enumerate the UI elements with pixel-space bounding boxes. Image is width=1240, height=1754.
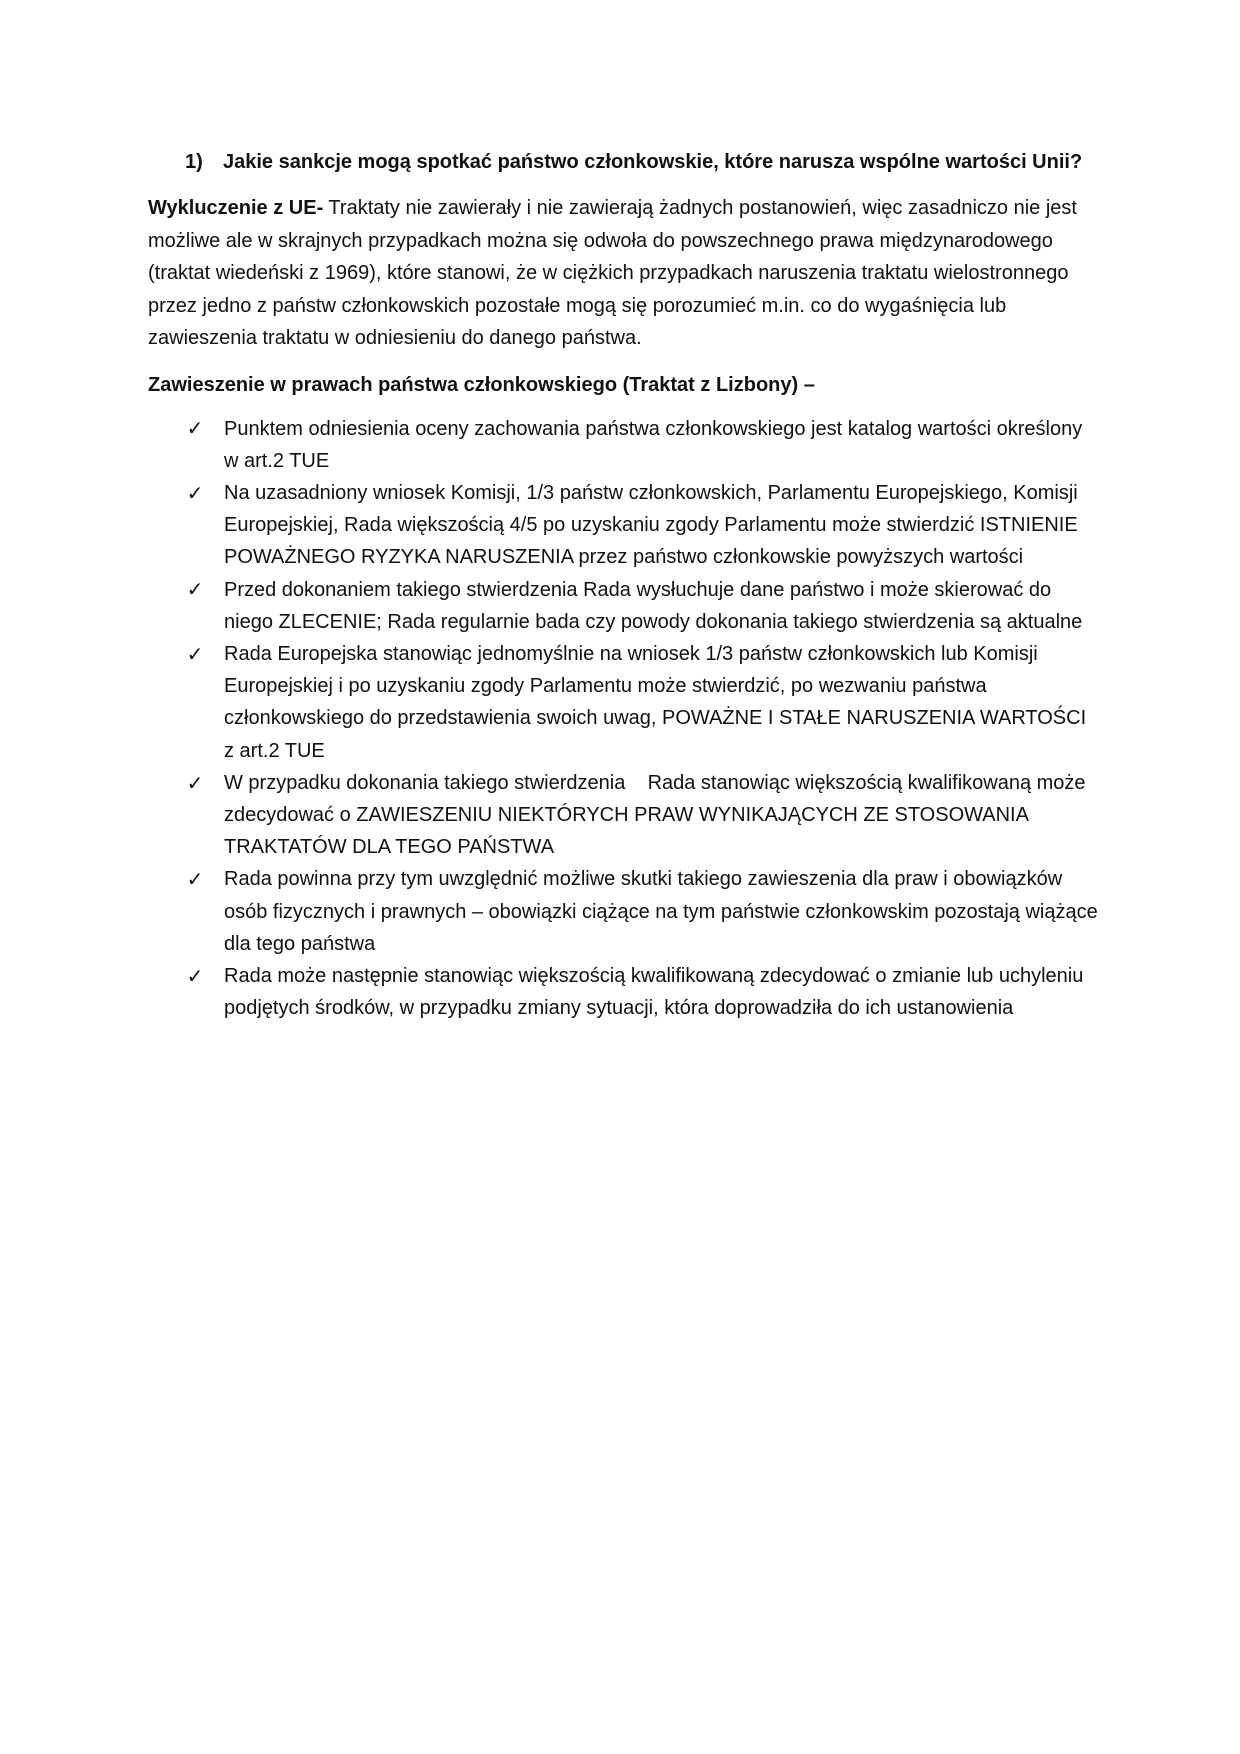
list-item-text: Przed dokonaniem takiego stwierdzenia Rada wysłuchuje dane państwo i może skierować do niego ZLECENIE; Rada regularnie bada czy powody dokonania takiego stwierdzenia są aktualne xyxy=(224,578,1083,633)
checklist xyxy=(148,413,1098,1025)
list-item xyxy=(148,477,1098,574)
list-item-text: Rada Europejska stanowiąc jednomyślnie na wniosek 1/3 państw członkowskich lub Komisji Europejskiej i po uzyskaniu zgody Parlamentu może stwierdzić, po wezwaniu państwa członkowskiego do przedstawienia swoich uwag, POWAŻNE I STAŁE NARUSZENIA WARTOŚCI z art.2 TUE xyxy=(224,642,1087,762)
paragraph-text: Traktaty nie zawierały i nie zawierają żadnych postanowień, więc zasadniczo nie jest możliwe ale w skrajnych przypadkach można się odwoła do powszechnego prawa międzynarodowego (traktat wiedeński z 1969), które stanowi, że w ciężkich przypadkach naruszenia traktatu wielostronnego przez jedno z państw członkowskich pozostałe mogą się porozumieć m.in. co do wygaśnięcia lub zawieszenia traktatu w odniesieniu do danego państwa. xyxy=(148,197,1077,349)
list-item xyxy=(148,863,1098,960)
question-number: 1) xyxy=(185,151,203,173)
list-item-text: Rada powinna przy tym uwzględnić możliwe skutki takiego zawieszenia dla praw i obowiązków osób fizycznych i prawnych – obowiązki ciążące na tym państwie członkowskim pozostają wiążące dla tego państwa xyxy=(224,868,1098,955)
list-item xyxy=(148,767,1098,864)
document-body xyxy=(148,146,1098,1024)
checkmark-icon: ✓ xyxy=(186,641,204,666)
paragraph-lead: Wykluczenie z UE- xyxy=(148,197,324,219)
list-item-text: Punktem odniesienia oceny zachowania państwa członkowskiego jest katalog wartości określony w art.2 TUE xyxy=(224,417,1083,472)
list-item-text: W przypadku dokonania takiego stwierdzenia Rada stanowiąc większością kwalifikowaną może zdecydować o ZAWIESZENIU NIEKTÓRYCH PRAW WYNIKAJĄCYCH ZE STOSOWANIA TRAKTATÓW DLA TEGO PAŃSTWA xyxy=(224,771,1092,859)
list-item xyxy=(148,638,1098,767)
paragraph-exclusion xyxy=(148,192,1098,355)
question-heading xyxy=(185,146,1098,178)
list-item xyxy=(148,960,1098,1024)
list-item-text: Na uzasadniony wniosek Komisji, 1/3 państw członkowskich, Parlamentu Europejskiego, Komisji Europejskiej, Rada większością 4/5 po uzyskaniu zgody Parlamentu może stwierdzić ISTNIENIE POWAŻNEGO RYZYKA NARUSZENIA przez państwo członkowskie powyższych wartości xyxy=(224,481,1078,569)
checkmark-icon: ✓ xyxy=(186,480,204,505)
checkmark-icon: ✓ xyxy=(186,770,204,795)
checkmark-icon: ✓ xyxy=(186,867,204,892)
checkmark-icon: ✓ xyxy=(186,963,204,988)
checkmark-icon: ✓ xyxy=(186,577,204,602)
checkmark-icon: ✓ xyxy=(186,416,204,441)
list-item-text: Rada może następnie stanowiąc większością kwalifikowaną zdecydować o zmianie lub uchyleniu podjętych środków, w przypadku zmiany sytuacji, która doprowadziła do ich ustanowienia xyxy=(224,964,1084,1020)
list-item xyxy=(148,574,1098,638)
list-item xyxy=(148,413,1098,477)
question-text: Jakie sankcje mogą spotkać państwo członkowskie, które narusza wspólne wartości Unii? xyxy=(223,151,1083,173)
section-heading: Zawieszenie w prawach państwa członkowskiego (Traktat z Lizbony) – xyxy=(148,373,815,396)
